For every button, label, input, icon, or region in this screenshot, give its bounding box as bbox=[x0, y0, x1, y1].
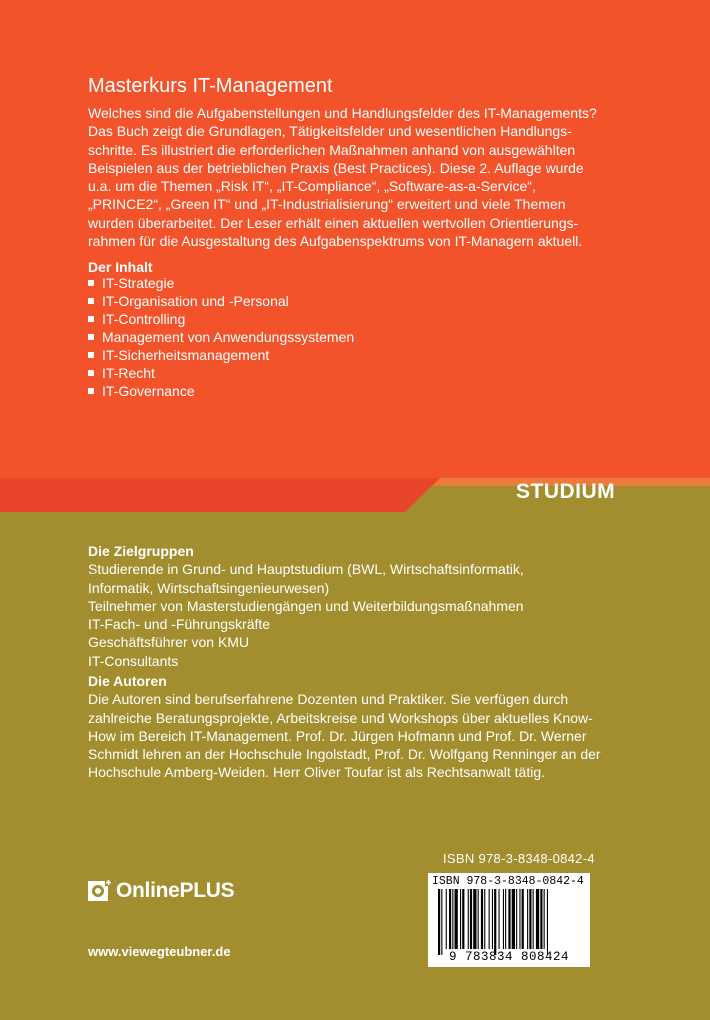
zielgruppen-line: Teilnehmer von Masterstudiengängen und Weiterbildungsmaßnahmen bbox=[88, 597, 524, 614]
intro-line: Beispielen aus der betrieblichen Praxis (Best Practices). Diese 2. Auflage wurde bbox=[88, 159, 584, 176]
barcode-bar bbox=[455, 889, 458, 949]
barcode-bar bbox=[536, 889, 539, 949]
inhalt-item-label: Management von Anwendungssystemen bbox=[102, 329, 355, 345]
inhalt-heading: Der Inhalt bbox=[88, 259, 153, 275]
barcode-bar bbox=[503, 889, 504, 949]
barcode-bar bbox=[512, 889, 515, 949]
barcode-bar bbox=[508, 889, 510, 949]
barcode-bar bbox=[533, 889, 534, 949]
inhalt-item bbox=[88, 292, 354, 310]
bullet-square-icon bbox=[88, 316, 94, 322]
intro-line: wurden überarbeitet. Der Leser erhält einen aktuellen wertvollen Orientierungs- bbox=[88, 214, 579, 231]
inhalt-item-label: IT-Controlling bbox=[102, 311, 186, 327]
barcode-bar bbox=[529, 889, 531, 949]
barcode-bar bbox=[489, 889, 490, 949]
zielgruppen-line: IT-Consultants bbox=[88, 652, 179, 669]
bullet-square-icon bbox=[88, 298, 94, 304]
barcode-bar bbox=[449, 889, 451, 949]
online-plus-logo bbox=[88, 879, 234, 903]
barcode-bar bbox=[519, 889, 520, 949]
barcode-bar bbox=[441, 889, 442, 955]
online-plus-icon bbox=[88, 879, 112, 903]
inhalt-item-label: IT-Sicherheitsmanagement bbox=[102, 347, 270, 363]
intro-paragraph bbox=[88, 104, 648, 250]
barcode-bar bbox=[446, 889, 447, 949]
barcode-bar bbox=[468, 889, 469, 949]
intro-line: Welches sind die Aufgabenstellungen und Handlungsfelder des IT-Managements? bbox=[88, 105, 597, 121]
autoren-line: Hochschule Amberg-Weiden. Herr Oliver Toufar ist als Rechtsanwalt tätig. bbox=[88, 764, 546, 781]
barcode-bar bbox=[522, 889, 524, 949]
barcode-bar bbox=[478, 889, 479, 949]
inhalt-item-label: IT-Governance bbox=[102, 383, 195, 399]
zielgruppen-line: Geschäftsführer von KMU bbox=[88, 634, 250, 651]
inhalt-list bbox=[88, 274, 354, 400]
barcode-bar bbox=[438, 889, 440, 955]
barcode-bar bbox=[473, 889, 476, 949]
isbn-barcode bbox=[428, 873, 590, 967]
studium-label: STUDIUM bbox=[516, 480, 616, 503]
intro-line: rahmen für die Ausgestaltung des Aufgabenspektrums von IT-Managern aktuell. bbox=[88, 233, 583, 250]
barcode-bar bbox=[460, 889, 461, 949]
barcode-bar bbox=[505, 889, 506, 949]
barcode-bar bbox=[481, 889, 483, 949]
bullet-square-icon bbox=[88, 388, 94, 394]
barcode-top-text: ISBN 978-3-8348-0842-4 bbox=[432, 875, 584, 888]
book-title: Masterkurs IT-Management bbox=[88, 75, 333, 97]
online-plus-label: OnlinePLUS bbox=[116, 879, 235, 902]
inhalt-item bbox=[88, 364, 354, 382]
zielgruppen-line: Informatik, Wirtschaftsingenieurwesen) bbox=[88, 579, 330, 596]
bullet-square-icon bbox=[88, 370, 94, 376]
barcode-bar bbox=[492, 889, 493, 949]
barcode-bar bbox=[499, 889, 500, 949]
inhalt-item-label: IT-Organisation und -Personal bbox=[102, 293, 289, 309]
barcode-bar bbox=[470, 889, 472, 949]
bullet-square-icon bbox=[88, 334, 94, 340]
bullet-square-icon bbox=[88, 280, 94, 286]
intro-line: schritte. Es illustriert die erforderlichen Maßnahmen anhand von ausgewählten bbox=[88, 141, 576, 158]
barcode-bar bbox=[516, 889, 517, 949]
barcode-bar bbox=[540, 889, 542, 949]
barcode-bar bbox=[452, 889, 453, 949]
autoren-line: zahlreiche Beratungsprojekte, Arbeitskreise und Workshops über aktuelles Know- bbox=[88, 709, 593, 726]
inhalt-item-label: IT-Recht bbox=[102, 365, 155, 381]
inhalt-item bbox=[88, 310, 354, 328]
autoren-heading: Die Autoren bbox=[88, 673, 167, 689]
zielgruppen-heading: Die Zielgruppen bbox=[88, 543, 194, 559]
barcode-bar bbox=[544, 889, 545, 949]
zielgruppen-line: IT-Fach- und -Führungskräfte bbox=[88, 616, 271, 633]
inhalt-item bbox=[88, 382, 354, 400]
inhalt-item bbox=[88, 328, 354, 346]
zielgruppen-section bbox=[88, 542, 524, 670]
barcode-bar bbox=[484, 889, 485, 949]
barcode-digits: 9 783834 808424 bbox=[448, 950, 570, 964]
publisher-url[interactable]: www.viewegteubner.de bbox=[88, 944, 231, 959]
barcode-bar bbox=[547, 889, 548, 955]
inhalt-item bbox=[88, 274, 354, 292]
autoren-section bbox=[88, 672, 601, 782]
intro-line: u.a. um die Themen „Risk IT“, „IT-Compliance“, „Software-as-a-Service“, bbox=[88, 178, 536, 195]
autoren-line: How im Bereich IT-Management. Prof. Dr. Jürgen Hofmann und Prof. Dr. Werner bbox=[88, 727, 587, 744]
inhalt-item bbox=[88, 346, 354, 364]
barcode-bar bbox=[527, 889, 528, 949]
isbn-text: ISBN 978-3-8348-0842-4 bbox=[443, 851, 595, 866]
intro-line: „PRINCE2“, „Green IT“ und „IT-Industrialisierung“ erweitert und viele Themen bbox=[88, 196, 566, 213]
barcode-bar bbox=[462, 889, 464, 949]
bullet-square-icon bbox=[88, 352, 94, 358]
zielgruppen-line: Studierende in Grund- und Hauptstudium (BWL, Wirtschaftsinformatik, bbox=[88, 561, 524, 578]
intro-line: Das Buch zeigt die Grundlagen, Tätigkeitsfelder und wesentlichen Handlungs- bbox=[88, 123, 572, 140]
autoren-line: Schmidt lehren an der Hochschule Ingolstadt, Prof. Dr. Wolfgang Renninger an der bbox=[88, 746, 601, 763]
inhalt-item-label: IT-Strategie bbox=[102, 275, 175, 291]
autoren-line: Die Autoren sind berufserfahrene Dozenten und Praktiker. Sie verfügen durch bbox=[88, 691, 569, 708]
barcode-bar bbox=[494, 889, 496, 955]
